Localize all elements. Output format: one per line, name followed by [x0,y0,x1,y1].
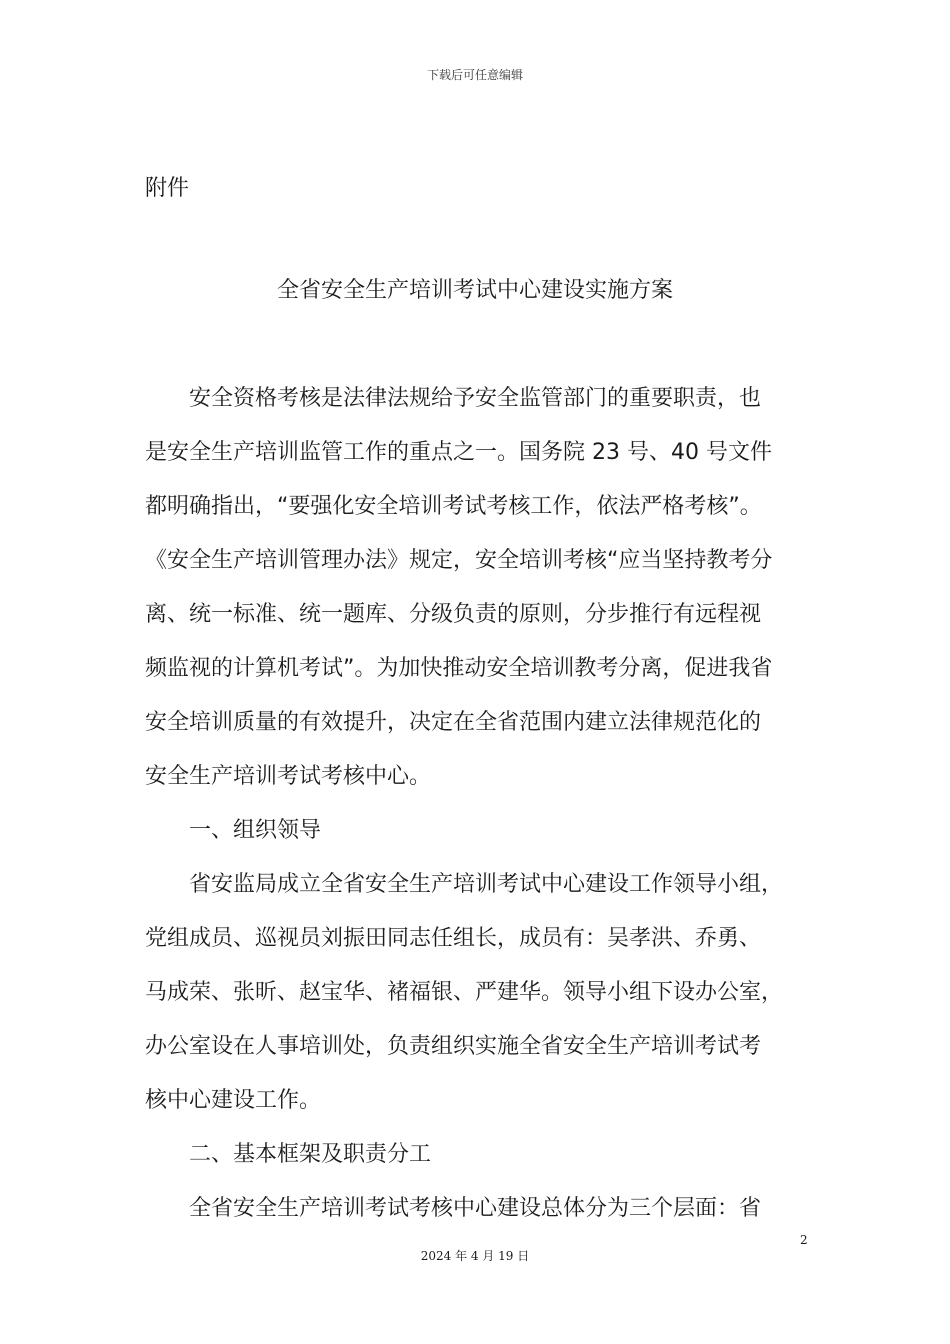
page-header-note: 下载后可任意编辑 [426,68,523,82]
body-line: 马成荣、张昕、赵宝华、褚福银、严建华。领导小组下设办公室， [145,980,784,1005]
section-heading-framework: 二、基本框架及职责分工 [189,1142,432,1167]
body-line: 省安监局成立全省安全生产培训考试中心建设工作领导小组， [189,872,784,897]
body-line: 党组成员、巡视员刘振田同志任组长，成员有：吴孝洪、乔勇、 [145,926,762,951]
page-number: 2 [800,1233,808,1247]
document-title: 全省安全生产培训考试中心建设实施方案 [276,278,673,303]
body-line: 都明确指出，“要强化安全培训考试考核工作，依法严格考核”。 [145,494,762,519]
body-line: 安全资格考核是法律法规给予安全监管部门的重要职责，也 [189,386,762,411]
body-line: 全省安全生产培训考试考核中心建设总体分为三个层面：省 [189,1196,762,1221]
page-footer-date: 2024 年 4 月 19 日 [420,1249,530,1263]
body-line: 安全生产培训考试考核中心。 [145,764,432,789]
body-line: 是安全生产培训监管工作的重点之一。国务院 23 号、40 号文件 [145,440,772,465]
body-line: 办公室设在人事培训处，负责组织实施全省安全生产培训考试考 [145,1034,762,1059]
body-line: 安全培训质量的有效提升，决定在全省范围内建立法律规范化的 [145,710,762,735]
section-heading-organization: 一、组织领导 [189,818,322,843]
body-line: 核中心建设工作。 [145,1088,322,1113]
attachment-label: 附件 [145,176,190,201]
body-line: 《安全生产培训管理办法》规定，安全培训考核“应当坚持教考分 [145,548,773,573]
document-body [145,372,810,1236]
body-line: 离、统一标准、统一题库、分级负责的原则，分步推行有远程视 [145,602,762,627]
body-line: 频监视的计算机考试”。为加快推动安全培训教考分离，促进我省 [145,656,773,681]
